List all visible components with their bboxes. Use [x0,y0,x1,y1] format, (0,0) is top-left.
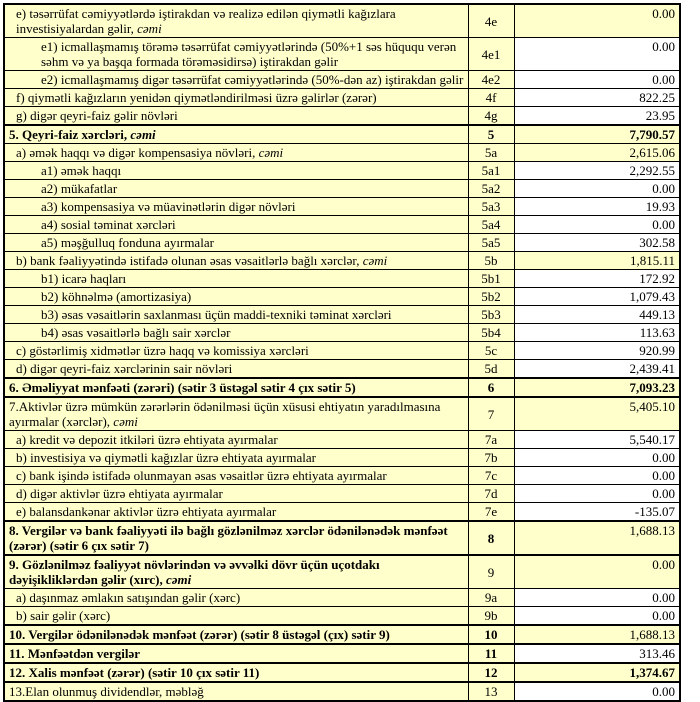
row-label-cell: 10. Vergilər ödənilənədək mənfəət (zərər) (sətir 8 üstəgəl (çıx) sətir 9) [4,625,468,644]
row-label-italic-suffix: cəmi [113,414,138,429]
table-body [4,4,680,701]
row-code-cell: 5b2 [468,288,514,306]
table-row [4,503,680,522]
row-code-cell: 4e2 [468,71,514,89]
table-row [4,288,680,306]
table-row [4,216,680,234]
row-value-cell: 920.99 [514,342,680,360]
row-value-cell: 0.00 [514,449,680,467]
row-value-cell: 0.00 [514,71,680,89]
row-code-cell: 12 [468,663,514,682]
table-row [4,521,680,555]
row-value-cell: 822.25 [514,89,680,107]
row-code-cell: 9b [468,607,514,626]
row-label-cell: b2) köhnəlmə (amortizasiya) [4,288,468,306]
table-row [4,378,680,397]
row-value-cell: 5,540.17 [514,431,680,449]
row-value-cell: 1,079.43 [514,288,680,306]
row-value-cell: 7,790.57 [514,125,680,144]
row-label-cell: 5. Qeyri-faiz xərcləri, cəmi [4,125,468,144]
row-code-cell: 5a5 [468,234,514,252]
row-value-cell: 0.00 [514,180,680,198]
table-row [4,449,680,467]
row-label-cell: e2) icmallaşmamış digər təsərrüfat cəmiyyətlərində (50%-dən az) iştirakdan gəlir [4,71,468,89]
row-label-cell: 8. Vergilər və bank fəaliyyəti ilə bağlı gözlənilməz xərclər ödənilənədək mənfəət (zərər) (sətir 6 çıx sətir 7) [4,521,468,555]
row-label-cell: a2) mükafatlar [4,180,468,198]
row-label-cell: f) qiymətli kağızların yenidən qiymətləndirilməsi üzrə gəlirlər (zərər) [4,89,468,107]
table-row [4,682,680,701]
row-code-cell: 4g [468,107,514,126]
row-label-cell: a3) kompensasiya və müavinətlərin digər növləri [4,198,468,216]
row-code-cell: 5b [468,252,514,270]
row-value-cell: -135.07 [514,503,680,522]
row-code-cell: 5a2 [468,180,514,198]
table-row [4,4,680,38]
table-row [4,644,680,663]
row-code-cell: 5b3 [468,306,514,324]
table-row [4,306,680,324]
row-code-cell: 6 [468,378,514,397]
row-label-cell: 11. Mənfəətdən vergilər [4,644,468,663]
table-row [4,467,680,485]
table-row [4,589,680,607]
table-row [4,607,680,626]
row-value-cell: 2,439.41 [514,360,680,379]
row-code-cell: 7e [468,503,514,522]
table-row [4,144,680,162]
income-statement-table [3,3,681,702]
table-row [4,162,680,180]
row-label-cell: e) balansdankənar aktivlər üzrə ehtiyata ayırmalar [4,503,468,522]
row-value-cell: 5,405.10 [514,397,680,431]
table-row [4,125,680,144]
row-code-cell: 7c [468,467,514,485]
row-value-cell: 7,093.23 [514,378,680,397]
table-row [4,198,680,216]
row-label-cell: b3) əsas vəsaitlərin saxlanması üçün maddi-texniki təminat xərcləri [4,306,468,324]
row-code-cell: 5c [468,342,514,360]
row-label-cell: c) bank işində istifadə olunmayan əsas vəsaitlər üzrə ehtiyata ayırmalar [4,467,468,485]
row-label-italic-suffix: cəmi [137,21,162,36]
row-label-cell: b4) əsas vəsaitlərlə bağlı sair xərclər [4,324,468,342]
row-code-cell: 4f [468,89,514,107]
row-label-cell: d) digər qeyri-faiz xərclərinin sair növləri [4,360,468,379]
table-row [4,431,680,449]
row-label-cell: b) bank fəaliyyətində istifadə olunan əsas vəsaitlərlə bağlı xərclər, cəmi [4,252,468,270]
row-label-cell: e1) icmallaşmamış törəmə təsərrüfat cəmiyyətlərində (50%+1 səs hüququ verən səhm və ya başqa formada törəməsidirsə) iştirakdan gəlir [4,38,468,71]
row-value-cell: 1,815.11 [514,252,680,270]
row-value-cell: 0.00 [514,682,680,701]
row-value-cell: 1,374.67 [514,663,680,682]
row-code-cell: 5a4 [468,216,514,234]
row-code-cell: 5a3 [468,198,514,216]
row-value-cell: 302.58 [514,234,680,252]
table-row [4,324,680,342]
row-label-cell: g) digər qeyri-faiz gəlir növləri [4,107,468,126]
row-value-cell: 0.00 [514,216,680,234]
table-row [4,485,680,503]
row-code-cell: 4e1 [468,38,514,71]
row-label-cell: b1) icarə haqları [4,270,468,288]
table-row [4,663,680,682]
row-code-cell: 7d [468,485,514,503]
row-code-cell: 5b4 [468,324,514,342]
row-value-cell: 0.00 [514,38,680,71]
row-value-cell: 0.00 [514,4,680,38]
table-row [4,342,680,360]
row-label-cell: 9. Gözlənilməz fəaliyyət növlərindən və əvvəlki dövr üçün uçotdakı dəyişikliklərdən gəlir (xırc), cəmi [4,555,468,589]
table-row [4,89,680,107]
table-row [4,555,680,589]
row-value-cell: 172.92 [514,270,680,288]
row-code-cell: 11 [468,644,514,663]
row-value-cell: 449.13 [514,306,680,324]
row-value-cell: 0.00 [514,467,680,485]
row-value-cell: 0.00 [514,555,680,589]
table-row [4,397,680,431]
row-value-cell: 0.00 [514,485,680,503]
row-label-cell: 6. Əməliyyat mənfəəti (zərəri) (sətir 3 üstəgəl sətir 4 çıx sətir 5) [4,378,468,397]
row-label-cell: 7.Aktivlər üzrə mümkün zərərlərin ödənilməsi üçün xüsusi ehtiyatın yaradılmasına ayırmalar (xərclər), cəmi [4,397,468,431]
row-label-cell: e) təsərrüfat cəmiyyətlərdə iştirakdan və realizə edilən qiymətli kağızlara investisiyalardan gəlir, cəmi [4,4,468,38]
table-row [4,234,680,252]
table-row [4,252,680,270]
table-row [4,270,680,288]
row-code-cell: 9 [468,555,514,589]
row-code-cell: 7 [468,397,514,431]
row-value-cell: 2,615.06 [514,144,680,162]
row-code-cell: 5a1 [468,162,514,180]
row-code-cell: 5 [468,125,514,144]
row-code-cell: 5d [468,360,514,379]
table-row [4,360,680,379]
row-code-cell: 8 [468,521,514,555]
row-label-italic-suffix: cəmi [130,127,156,142]
row-label-cell: c) göstərlimiş xidmətlər üzrə haqq və komissiya xərcləri [4,342,468,360]
row-value-cell: 1,688.13 [514,521,680,555]
table-row [4,38,680,71]
row-value-cell: 113.63 [514,324,680,342]
row-code-cell: 5a [468,144,514,162]
row-label-cell: a) daşınmaz əmlakın satışından gəlir (xərc) [4,589,468,607]
table-row [4,625,680,644]
row-label-cell: a) kredit və depozit itkiləri üzrə ehtiyata ayırmalar [4,431,468,449]
table-row [4,107,680,126]
row-value-cell: 2,292.55 [514,162,680,180]
row-value-cell: 313.46 [514,644,680,663]
row-code-cell: 10 [468,625,514,644]
row-value-cell: 1,688.13 [514,625,680,644]
row-code-cell: 5b1 [468,270,514,288]
row-code-cell: 13 [468,682,514,701]
row-label-italic-suffix: cəmi [165,572,192,587]
row-label-cell: b) investisiya və qiymətli kağızlar üzrə ehtiyata ayırmalar [4,449,468,467]
row-code-cell: 7a [468,431,514,449]
row-label-cell: a) əmək haqqı və digər kompensasiya növləri, cəmi [4,144,468,162]
row-label-cell: a4) sosial təminat xərcləri [4,216,468,234]
row-code-cell: 4e [468,4,514,38]
row-label-cell: b) sair gəlir (xərc) [4,607,468,626]
row-value-cell: 19.93 [514,198,680,216]
row-label-cell: a5) məşğulluq fonduna ayırmalar [4,234,468,252]
row-label-cell: d) digər aktivlər üzrə ehtiyata ayırmalar [4,485,468,503]
row-label-cell: 12. Xalis mənfəət (zərər) (sətir 10 çıx sətir 11) [4,663,468,682]
row-label-cell: 13.Elan olunmuş dividendlər, məbləğ [4,682,468,701]
row-label-italic-suffix: cəmi [258,145,284,160]
row-value-cell: 0.00 [514,589,680,607]
row-code-cell: 7b [468,449,514,467]
row-label-cell: a1) əmək haqqı [4,162,468,180]
table-row [4,71,680,89]
row-value-cell: 0.00 [514,607,680,626]
row-label-italic-suffix: cəmi [362,253,388,268]
table-row [4,180,680,198]
row-code-cell: 9a [468,589,514,607]
row-value-cell: 23.95 [514,107,680,126]
